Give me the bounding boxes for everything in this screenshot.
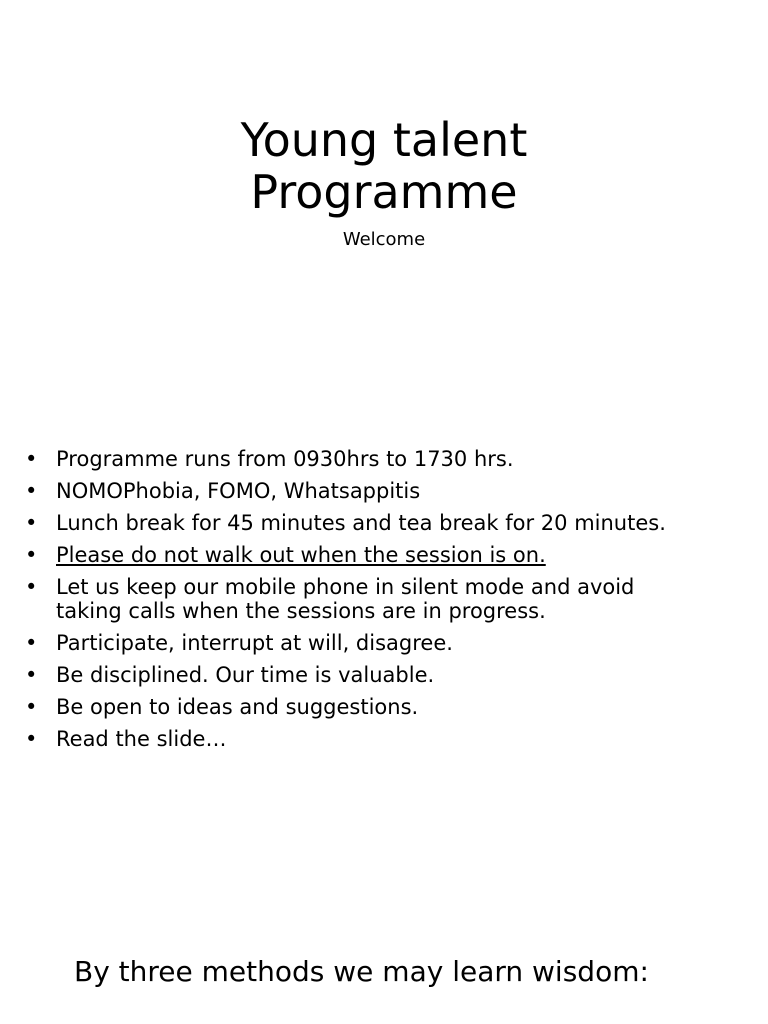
rule-text: Programme runs from 0930hrs to 1730 hrs. (56, 447, 514, 471)
rule-item (0, 631, 700, 655)
rule-item (0, 663, 700, 687)
rule-item (0, 695, 700, 719)
slide-title (0, 114, 768, 218)
slide-subtitle: Welcome (342, 229, 426, 250)
rule-item (0, 575, 700, 623)
rule-text: Participate, interrupt at will, disagree. (56, 631, 453, 655)
rule-text: Be disciplined. Our time is valuable. (56, 663, 435, 687)
rule-item (0, 447, 700, 471)
rule-text: NOMOPhobia, FOMO, Whatsappitis (56, 479, 421, 503)
slide-title-line-2: Programme (250, 165, 518, 219)
rule-item (0, 543, 700, 567)
bullet-icon: • (25, 727, 38, 751)
bullet-icon: • (25, 663, 38, 687)
rule-item (0, 511, 700, 535)
rule-text: Let us keep our mobile phone in silent mode and avoid taking calls when the sessions are in progress. (56, 575, 635, 623)
bullet-icon: • (25, 543, 38, 567)
bullet-icon: • (25, 575, 38, 599)
bullet-icon: • (25, 447, 38, 471)
rule-item (0, 479, 700, 503)
bullet-icon: • (25, 695, 38, 719)
rule-item (0, 727, 700, 751)
slide-title-line-1: Young talent (240, 113, 528, 167)
rule-text: Lunch break for 45 minutes and tea break for 20 minutes. (56, 511, 666, 535)
rule-text: Read the slide… (56, 727, 227, 751)
bullet-icon: • (25, 631, 38, 655)
rule-text: Please do not walk out when the session is on. (56, 543, 546, 567)
bullet-icon: • (25, 511, 38, 535)
rule-text: Be open to ideas and suggestions. (56, 695, 419, 719)
bullet-icon: • (25, 479, 38, 503)
rules-list (0, 447, 700, 759)
next-slide-heading: By three methods we may learn wisdom: (74, 955, 649, 988)
